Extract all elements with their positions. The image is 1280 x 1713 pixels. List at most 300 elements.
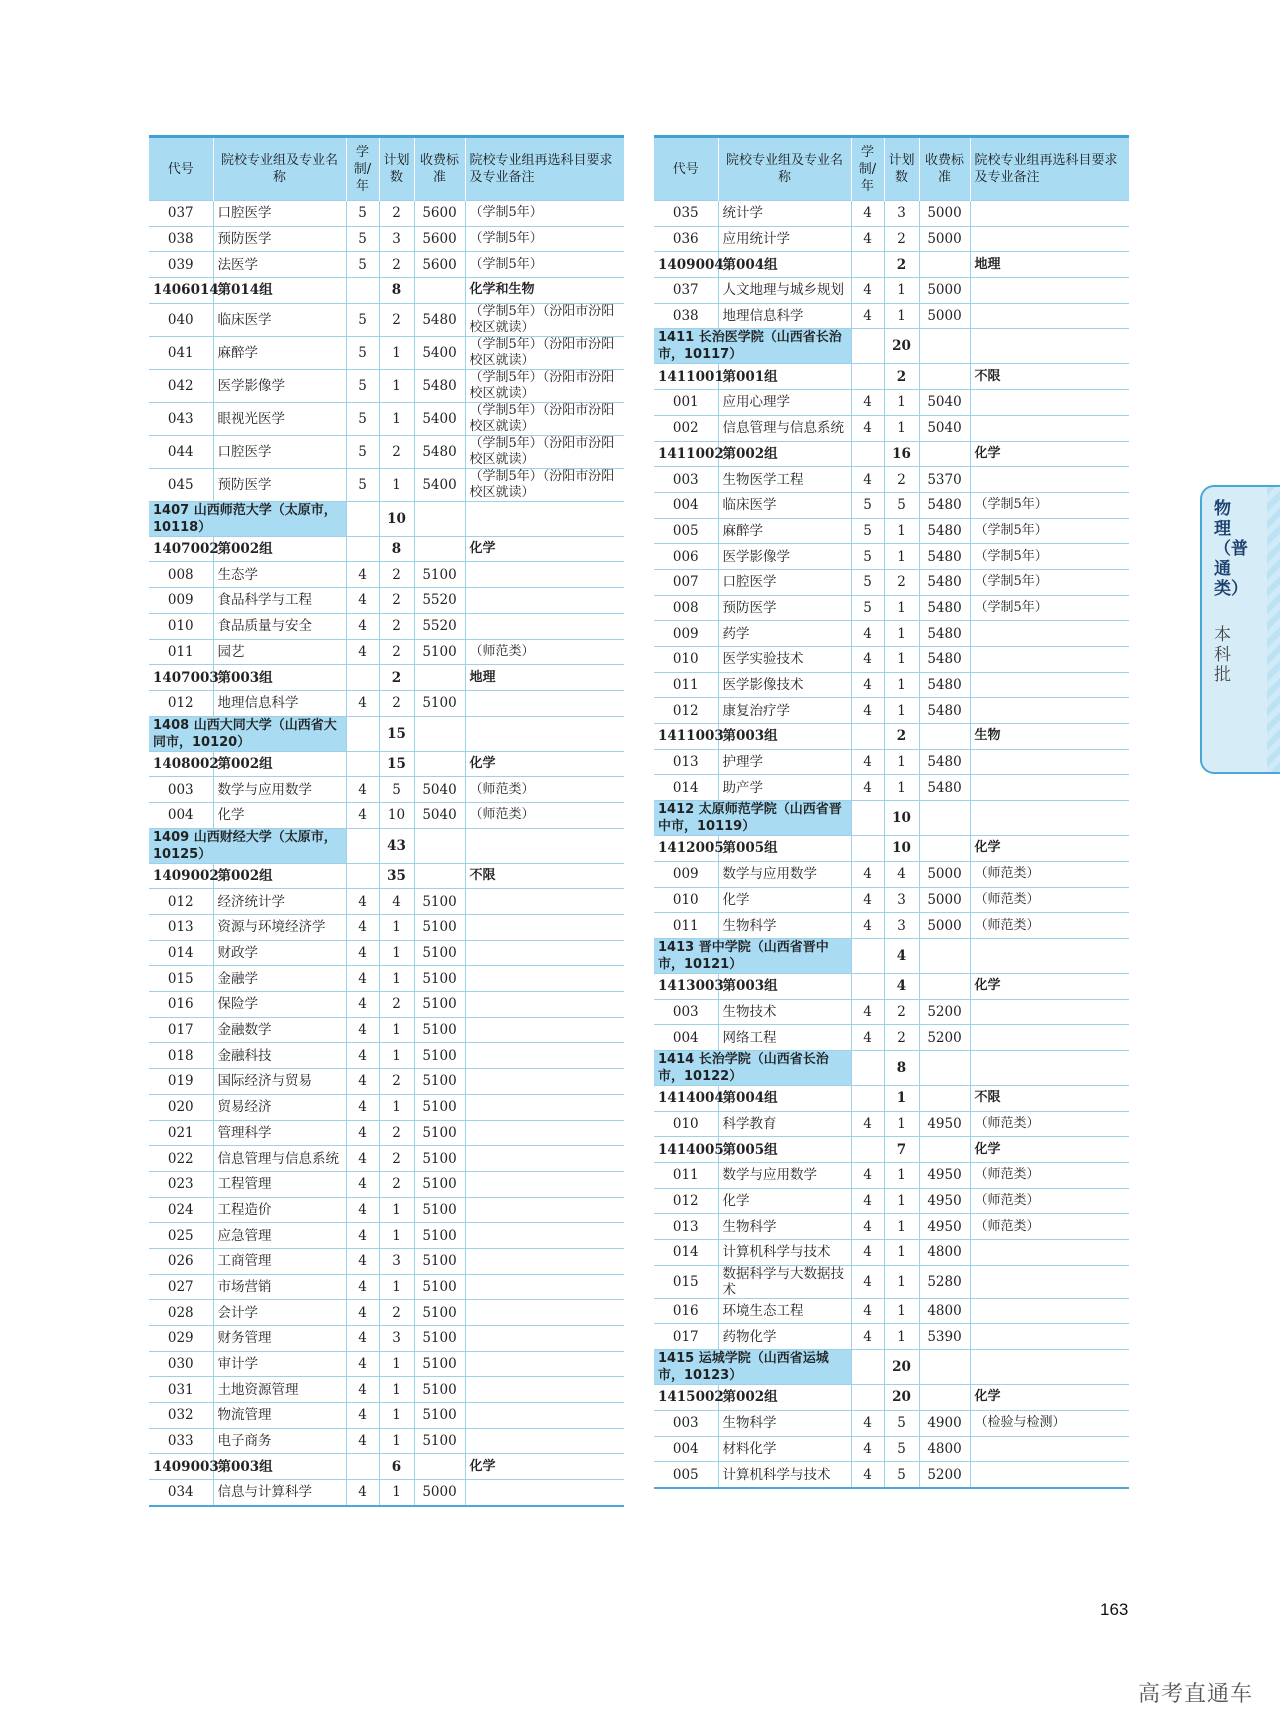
- major-code: 010: [654, 647, 718, 673]
- table-row: [149, 613, 624, 639]
- major-name: 地理信息科学: [213, 690, 346, 716]
- study-years: 4: [851, 1265, 884, 1298]
- tuition-fee: 4950: [919, 1111, 970, 1137]
- major-code: 012: [149, 690, 213, 716]
- tuition-fee: 4950: [919, 1214, 970, 1240]
- plan-count: 5: [379, 777, 414, 803]
- study-years: 4: [851, 467, 884, 493]
- major-note: [970, 1025, 1129, 1051]
- tuition-fee: 5480: [414, 369, 465, 402]
- study-years: 4: [346, 1223, 379, 1249]
- major-note: [465, 1094, 624, 1120]
- tuition-fee: 5100: [414, 1377, 465, 1403]
- group-name: 第003组: [718, 724, 851, 750]
- major-note: [465, 1120, 624, 1146]
- study-years: 4: [346, 1043, 379, 1069]
- major-note: [465, 1171, 624, 1197]
- study-years: 5: [346, 468, 379, 501]
- major-name: 护理学: [718, 749, 851, 775]
- major-name: 科学教育: [718, 1111, 851, 1137]
- major-code: 028: [149, 1300, 213, 1326]
- years-cell: [851, 1350, 884, 1385]
- table-row: [654, 467, 1129, 493]
- study-years: 4: [346, 1120, 379, 1146]
- major-name: 人文地理与城乡规划: [718, 278, 851, 304]
- table-row: [654, 1111, 1129, 1137]
- major-name: 化学: [718, 1188, 851, 1214]
- major-name: 临床医学: [213, 303, 346, 336]
- fee-cell: [919, 938, 970, 973]
- major-note: [465, 915, 624, 941]
- tuition-fee: 5600: [414, 226, 465, 252]
- tuition-fee: 5400: [414, 402, 465, 435]
- group-name: 第001组: [718, 364, 851, 390]
- plan-count: 20: [884, 1385, 919, 1411]
- group-row: [654, 973, 1129, 999]
- tuition-fee: 5100: [414, 1223, 465, 1249]
- major-code: 012: [654, 698, 718, 724]
- table-row: [654, 544, 1129, 570]
- study-years: 4: [851, 861, 884, 887]
- major-name: 园艺: [213, 639, 346, 665]
- major-code: 014: [654, 775, 718, 801]
- study-years: 4: [851, 390, 884, 416]
- major-name: 数学与应用数学: [718, 861, 851, 887]
- study-years: 5: [346, 369, 379, 402]
- table-row: [149, 402, 624, 435]
- section-side-tab: [1200, 485, 1280, 774]
- table-row: [149, 1248, 624, 1274]
- subject-requirement: 化学: [970, 836, 1129, 862]
- major-code: 017: [149, 1017, 213, 1043]
- plan-count: 10: [884, 836, 919, 862]
- study-years: 4: [346, 940, 379, 966]
- fee-cell: [414, 501, 465, 536]
- major-code: 039: [149, 252, 213, 278]
- study-years: 4: [851, 1410, 884, 1436]
- tuition-fee: 5000: [919, 226, 970, 252]
- major-code: 013: [654, 749, 718, 775]
- plan-count: 1: [884, 1265, 919, 1298]
- major-name: 眼视光医学: [213, 402, 346, 435]
- major-code: 009: [654, 621, 718, 647]
- tuition-fee: 5600: [414, 201, 465, 227]
- tuition-fee: 5520: [414, 588, 465, 614]
- table-row: [149, 201, 624, 227]
- plan-count: 2: [884, 252, 919, 278]
- tuition-fee: 5100: [414, 1351, 465, 1377]
- major-code: 033: [149, 1428, 213, 1454]
- table-row: [654, 647, 1129, 673]
- table-row: [654, 201, 1129, 227]
- plan-count: 1: [379, 1017, 414, 1043]
- table-row: [149, 1351, 624, 1377]
- major-name: 口腔医学: [213, 201, 346, 227]
- plan-count: 15: [379, 716, 414, 751]
- study-years: 4: [851, 226, 884, 252]
- university-row: [149, 828, 624, 863]
- admission-table-right: [654, 135, 1129, 1489]
- major-name: 药物化学: [718, 1324, 851, 1350]
- tuition-fee: 5100: [414, 1094, 465, 1120]
- major-note: [465, 1428, 624, 1454]
- major-code: 003: [149, 777, 213, 803]
- major-name: 地理信息科学: [718, 303, 851, 329]
- major-code: 037: [654, 278, 718, 304]
- tuition-fee: 4900: [919, 1410, 970, 1436]
- plan-count: 1: [379, 966, 414, 992]
- study-years: 5: [851, 518, 884, 544]
- tuition-fee: 5200: [919, 1025, 970, 1051]
- tuition-fee: 5040: [414, 802, 465, 828]
- major-name: 生物技术: [718, 999, 851, 1025]
- major-code: 014: [149, 940, 213, 966]
- plan-count: 2: [379, 252, 414, 278]
- tuition-fee: 5100: [414, 1043, 465, 1069]
- tuition-fee: 5400: [414, 468, 465, 501]
- plan-count: 1: [379, 1197, 414, 1223]
- major-code: 010: [149, 613, 213, 639]
- major-code: 001: [654, 390, 718, 416]
- major-code: 029: [149, 1326, 213, 1352]
- group-row: [654, 1137, 1129, 1163]
- major-name: 网络工程: [718, 1025, 851, 1051]
- plan-count: 1: [884, 1214, 919, 1240]
- major-name: 资源与环境经济学: [213, 915, 346, 941]
- years-cell: [851, 973, 884, 999]
- major-note: [465, 1300, 624, 1326]
- plan-count: 1: [884, 1298, 919, 1324]
- table-row: [654, 1025, 1129, 1051]
- tuition-fee: 5000: [414, 1480, 465, 1506]
- plan-count: 2: [379, 562, 414, 588]
- table-row: [654, 390, 1129, 416]
- major-code: 018: [149, 1043, 213, 1069]
- tuition-fee: 5100: [414, 1017, 465, 1043]
- university-name: 1407 山西师范大学（太原市，10118）: [149, 501, 346, 536]
- subject-requirement: 化学: [970, 973, 1129, 999]
- study-years: 5: [851, 492, 884, 518]
- subject-requirement: 化学: [970, 441, 1129, 467]
- major-name: 财政学: [213, 940, 346, 966]
- major-note: [970, 415, 1129, 441]
- table-row: [654, 415, 1129, 441]
- major-note: [465, 1017, 624, 1043]
- plan-count: 4: [884, 861, 919, 887]
- study-years: 5: [346, 201, 379, 227]
- study-years: 4: [851, 303, 884, 329]
- fee-cell: [919, 1350, 970, 1385]
- table-row: [149, 303, 624, 336]
- plan-count: 2: [379, 1146, 414, 1172]
- major-name: 生物科学: [718, 1214, 851, 1240]
- study-years: 4: [851, 1298, 884, 1324]
- years-cell: [851, 1137, 884, 1163]
- table-row: [149, 369, 624, 402]
- university-name: 1412 太原师范学院（山西省晋中市，10119）: [654, 801, 851, 836]
- major-name: 贸易经济: [213, 1094, 346, 1120]
- subject-requirement: 化学: [465, 536, 624, 562]
- study-years: 4: [346, 1094, 379, 1120]
- study-years: 5: [346, 252, 379, 278]
- major-name: 应用统计学: [718, 226, 851, 252]
- major-note: （学制5年）（汾阳市汾阳校区就读）: [465, 369, 624, 402]
- group-name: 第003组: [213, 665, 346, 691]
- table-row: [149, 966, 624, 992]
- plan-count: 1: [884, 278, 919, 304]
- note-cell: [465, 828, 624, 863]
- study-years: 4: [346, 802, 379, 828]
- table-header-row: [149, 137, 624, 201]
- plan-count: 2: [884, 999, 919, 1025]
- major-note: （师范类）: [465, 802, 624, 828]
- plan-count: 1: [379, 1223, 414, 1249]
- tuition-fee: 5100: [414, 966, 465, 992]
- major-name: 金融数学: [213, 1017, 346, 1043]
- major-note: [970, 621, 1129, 647]
- table-row: [654, 775, 1129, 801]
- note-cell: [970, 1350, 1129, 1385]
- study-years: 4: [346, 915, 379, 941]
- fee-cell: [414, 751, 465, 777]
- group-name: 第004组: [718, 252, 851, 278]
- major-code: 002: [654, 415, 718, 441]
- plan-count: 8: [379, 536, 414, 562]
- university-name: 1414 长治学院（山西省长治市，10122）: [654, 1050, 851, 1085]
- group-code: 1414005: [654, 1137, 718, 1163]
- fee-cell: [414, 716, 465, 751]
- plan-count: 4: [884, 938, 919, 973]
- major-note: [465, 1403, 624, 1429]
- tuition-fee: 4950: [919, 1188, 970, 1214]
- table-row: [149, 1326, 624, 1352]
- major-note: （学制5年）（汾阳市汾阳校区就读）: [465, 303, 624, 336]
- major-name: 临床医学: [718, 492, 851, 518]
- major-name: 信息管理与信息系统: [718, 415, 851, 441]
- university-row: [654, 938, 1129, 973]
- fee-cell: [414, 828, 465, 863]
- major-name: 麻醉学: [718, 518, 851, 544]
- header-note: 院校专业组再选科目要求及专业备注: [970, 137, 1129, 201]
- major-code: 009: [654, 861, 718, 887]
- header-note: 院校专业组再选科目要求及专业备注: [465, 137, 624, 201]
- study-years: 4: [346, 1017, 379, 1043]
- table-row: [149, 639, 624, 665]
- major-note: [465, 1377, 624, 1403]
- table-row: [654, 1298, 1129, 1324]
- plan-count: 2: [379, 613, 414, 639]
- table-row: [149, 1428, 624, 1454]
- study-years: 4: [346, 1248, 379, 1274]
- table-row: [149, 1069, 624, 1095]
- table-row: [654, 226, 1129, 252]
- plan-count: 1: [379, 915, 414, 941]
- major-name: 麻醉学: [213, 336, 346, 369]
- table-body-left: [149, 201, 624, 1506]
- major-code: 007: [654, 569, 718, 595]
- note-cell: [970, 1050, 1129, 1085]
- study-years: 4: [851, 1436, 884, 1462]
- study-years: 4: [851, 201, 884, 227]
- study-years: 5: [346, 226, 379, 252]
- study-years: 4: [851, 1214, 884, 1240]
- tuition-fee: 4800: [919, 1436, 970, 1462]
- fee-cell: [919, 1085, 970, 1111]
- years-cell: [851, 441, 884, 467]
- study-years: 4: [851, 1111, 884, 1137]
- tuition-fee: 5100: [414, 1197, 465, 1223]
- major-code: 005: [654, 518, 718, 544]
- major-name: 生物医学工程: [718, 467, 851, 493]
- table-row: [149, 1043, 624, 1069]
- major-note: （师范类）: [970, 887, 1129, 913]
- plan-count: 2: [379, 639, 414, 665]
- plan-count: 1: [884, 749, 919, 775]
- major-code: 027: [149, 1274, 213, 1300]
- tuition-fee: 5100: [414, 1428, 465, 1454]
- major-note: [970, 672, 1129, 698]
- table-row: [654, 595, 1129, 621]
- tuition-fee: 5000: [919, 303, 970, 329]
- plan-count: 1: [884, 672, 919, 698]
- study-years: 4: [851, 749, 884, 775]
- university-name: 1408 山西大同大学（山西省大同市，10120）: [149, 716, 346, 751]
- study-years: 4: [346, 777, 379, 803]
- major-note: [465, 1248, 624, 1274]
- study-years: 4: [851, 1240, 884, 1266]
- university-name: 1415 运城学院（山西省运城市，10123）: [654, 1350, 851, 1385]
- fee-cell: [414, 536, 465, 562]
- major-name: 预防医学: [213, 226, 346, 252]
- plan-count: 3: [884, 913, 919, 939]
- tuition-fee: 5370: [919, 467, 970, 493]
- table-row: [149, 435, 624, 468]
- major-code: 043: [149, 402, 213, 435]
- group-name: 第005组: [718, 1137, 851, 1163]
- table-body-right: [654, 201, 1129, 1488]
- tuition-fee: 5100: [414, 940, 465, 966]
- header-years: 学制/年: [346, 137, 379, 201]
- table-row: [654, 1324, 1129, 1350]
- major-note: （师范类）: [970, 1111, 1129, 1137]
- group-row: [654, 836, 1129, 862]
- major-name: 应用心理学: [718, 390, 851, 416]
- tuition-fee: 5400: [414, 336, 465, 369]
- major-name: 计算机科学与技术: [718, 1240, 851, 1266]
- major-name: 数据科学与大数据技术: [718, 1265, 851, 1298]
- years-cell: [851, 1085, 884, 1111]
- fee-cell: [414, 1454, 465, 1480]
- plan-count: 2: [379, 303, 414, 336]
- tuition-fee: 5100: [414, 1326, 465, 1352]
- years-cell: [851, 836, 884, 862]
- plan-count: 1: [884, 1085, 919, 1111]
- tuition-fee: 5100: [414, 1120, 465, 1146]
- major-name: 信息管理与信息系统: [213, 1146, 346, 1172]
- major-name: 经济统计学: [213, 889, 346, 915]
- major-code: 013: [654, 1214, 718, 1240]
- years-cell: [346, 828, 379, 863]
- major-name: 计算机科学与技术: [718, 1462, 851, 1488]
- tuition-fee: 4950: [919, 1163, 970, 1189]
- group-code: 1407003: [149, 665, 213, 691]
- table-row: [654, 1214, 1129, 1240]
- table-row: [149, 1146, 624, 1172]
- study-years: 4: [346, 966, 379, 992]
- group-code: 1413003: [654, 973, 718, 999]
- major-note: （学制5年）: [465, 252, 624, 278]
- study-years: 4: [346, 562, 379, 588]
- tuition-fee: 5390: [919, 1324, 970, 1350]
- fee-cell: [919, 724, 970, 750]
- header-years: 学制/年: [851, 137, 884, 201]
- subject-requirement: 化学: [970, 1385, 1129, 1411]
- study-years: 4: [346, 690, 379, 716]
- study-years: 4: [851, 278, 884, 304]
- tuition-fee: 5040: [919, 415, 970, 441]
- major-code: 031: [149, 1377, 213, 1403]
- major-code: 011: [654, 913, 718, 939]
- subject-requirement: 化学: [970, 1137, 1129, 1163]
- table-row: [654, 861, 1129, 887]
- table-row: [654, 621, 1129, 647]
- major-code: 012: [149, 889, 213, 915]
- study-years: 5: [346, 435, 379, 468]
- major-code: 014: [654, 1240, 718, 1266]
- tuition-fee: 5480: [919, 544, 970, 570]
- years-cell: [346, 716, 379, 751]
- tuition-fee: 5100: [414, 1300, 465, 1326]
- major-note: [465, 992, 624, 1018]
- subject-requirement: 化学: [465, 1454, 624, 1480]
- study-years: 4: [851, 1025, 884, 1051]
- subject-requirement: 化学和生物: [465, 278, 624, 304]
- fee-cell: [414, 863, 465, 889]
- plan-count: 10: [884, 801, 919, 836]
- major-note: [465, 1274, 624, 1300]
- years-cell: [851, 1385, 884, 1411]
- major-name: 数学与应用数学: [213, 777, 346, 803]
- study-years: 4: [346, 1428, 379, 1454]
- plan-count: 1: [884, 303, 919, 329]
- plan-count: 1: [884, 518, 919, 544]
- major-code: 035: [654, 201, 718, 227]
- major-code: 019: [149, 1069, 213, 1095]
- major-name: 土地资源管理: [213, 1377, 346, 1403]
- major-code: 006: [654, 544, 718, 570]
- plan-count: 43: [379, 828, 414, 863]
- plan-count: 1: [884, 415, 919, 441]
- group-row: [654, 1085, 1129, 1111]
- years-cell: [346, 665, 379, 691]
- major-name: 食品科学与工程: [213, 588, 346, 614]
- major-name: 会计学: [213, 1300, 346, 1326]
- tuition-fee: 5100: [414, 1274, 465, 1300]
- table-row: [654, 749, 1129, 775]
- tuition-fee: 5100: [414, 639, 465, 665]
- major-name: 助产学: [718, 775, 851, 801]
- major-code: 020: [149, 1094, 213, 1120]
- fee-cell: [414, 278, 465, 304]
- study-years: 4: [851, 672, 884, 698]
- major-code: 021: [149, 1120, 213, 1146]
- major-name: 医学影像学: [213, 369, 346, 402]
- tuition-fee: 5000: [919, 887, 970, 913]
- university-row: [149, 501, 624, 536]
- plan-count: 7: [884, 1137, 919, 1163]
- major-note: （学制5年）: [970, 595, 1129, 621]
- tuition-fee: 5100: [414, 915, 465, 941]
